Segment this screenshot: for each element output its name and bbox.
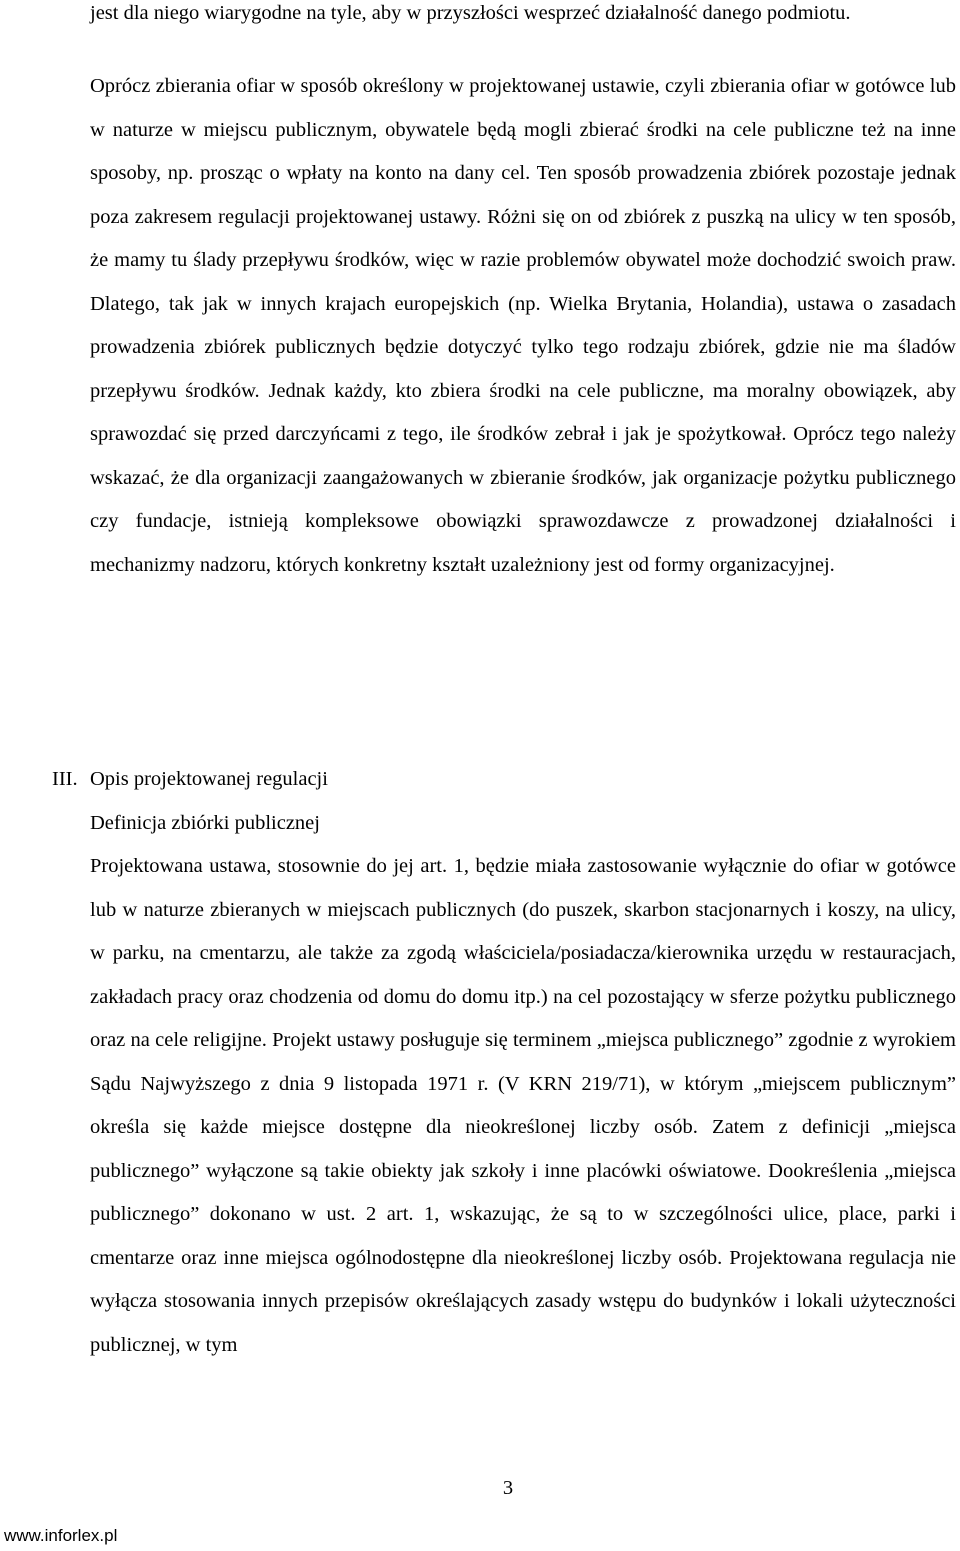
paragraph-fundraising-methods: Oprócz zbierania ofiar w sposób określony w projektowanej ustawie, czyli zbierania ofiar w gotówce lub w naturze w miejscu publicznym, obywatele będą mogli zbierać środki na cele publiczne też na inne sposoby, np. prosząc o wpłaty na konto na dany cel. Ten sposób prowadzenia zbiórek pozostaje jednak poza zakresem regulacji projektowanej ustawy. Różni się on od zbiórek z puszką na ulicy w ten sposób, że mamy tu ślady przepływu środków, więc w razie problemów obywatel może dochodzić swoich praw. Dlatego, tak jak w innych krajach europejskich (np. Wielka Brytania, Holandia), ustawa o zasadach prowadzenia zbiórek publicznych będzie dotyczyć tylko tego rodzaju zbiórek, gdzie nie ma śladów przepływu środków. Jednak każdy, kto zbiera środki na cele publiczne, ma moralny obowiązek, aby sprawozdać się przed darczyńcami z tego, ile środków zebrał i jak je spożytkował. Oprócz tego należy wskazać, że dla organizacji zaangażowanych w zbieranie środków, jak organizacje pożytku publicznego czy fundacje, istnieją kompleksowe obowiązki sprawozdawcze z prowadzonej działalności i mechanizmy nadzoru, których konkretny kształt uzależniony jest od formy organizacyjnej. — [90, 75, 956, 576]
page-number: 3 — [502, 1477, 514, 1499]
paragraph-definition: Projektowana ustawa, stosownie do jej art. 1, będzie miała zastosowanie wyłącznie do ofiar w gotówce lub w naturze zbieranych w miejscach publicznych (do puszek, skarbon stacjonarnych i koszy, na ulicy, w parku, na cmentarzu, ale także za zgodą właściciela/posiadacza/kierownika urzędu w restauracjach, zakładach pracy oraz chodzenia od domu do domu itp.) na cel pozostający w sferze pożytku publicznego oraz na cele religijne. Projekt ustawy posługuje się terminem „miejsca publicznego” zgodnie z wyrokiem Sądu Najwyższego z dnia 9 listopada 1971 r. (V KRN 219/71), w którym „miejscem publicznym” określa się każde miejsce dostępne dla nieokreślonej liczby osób. Zatem z definicji „miejsca publicznego” wyłączone są takie obiekty jak szkoły i inne placówki oświatowe. Dookreślenia „miejsca publicznego” dokonano w ust. 2 art. 1, wskazując, że są to w szczególności ulice, place, parki i cmentarze oraz inne miejsca ogólnodostępne dla nieokreślonej liczby osób. Projektowana regulacja nie wyłącza stosowania innych przepisów określających zasady wstępu do budynków i lokali użyteczności publicznej, w tym — [90, 855, 956, 1356]
section-number: III. — [52, 768, 78, 790]
footer-website: www.inforlex.pl — [4, 1526, 118, 1545]
section-title: Opis projektowanej regulacji — [90, 768, 328, 790]
paragraph-continuation: jest dla niego wiarygodne na tyle, aby w przyszłości wesprzeć działalność danego podmiotu. — [90, 2, 851, 24]
subsection-title: Definicja zbiórki publicznej — [90, 812, 320, 834]
